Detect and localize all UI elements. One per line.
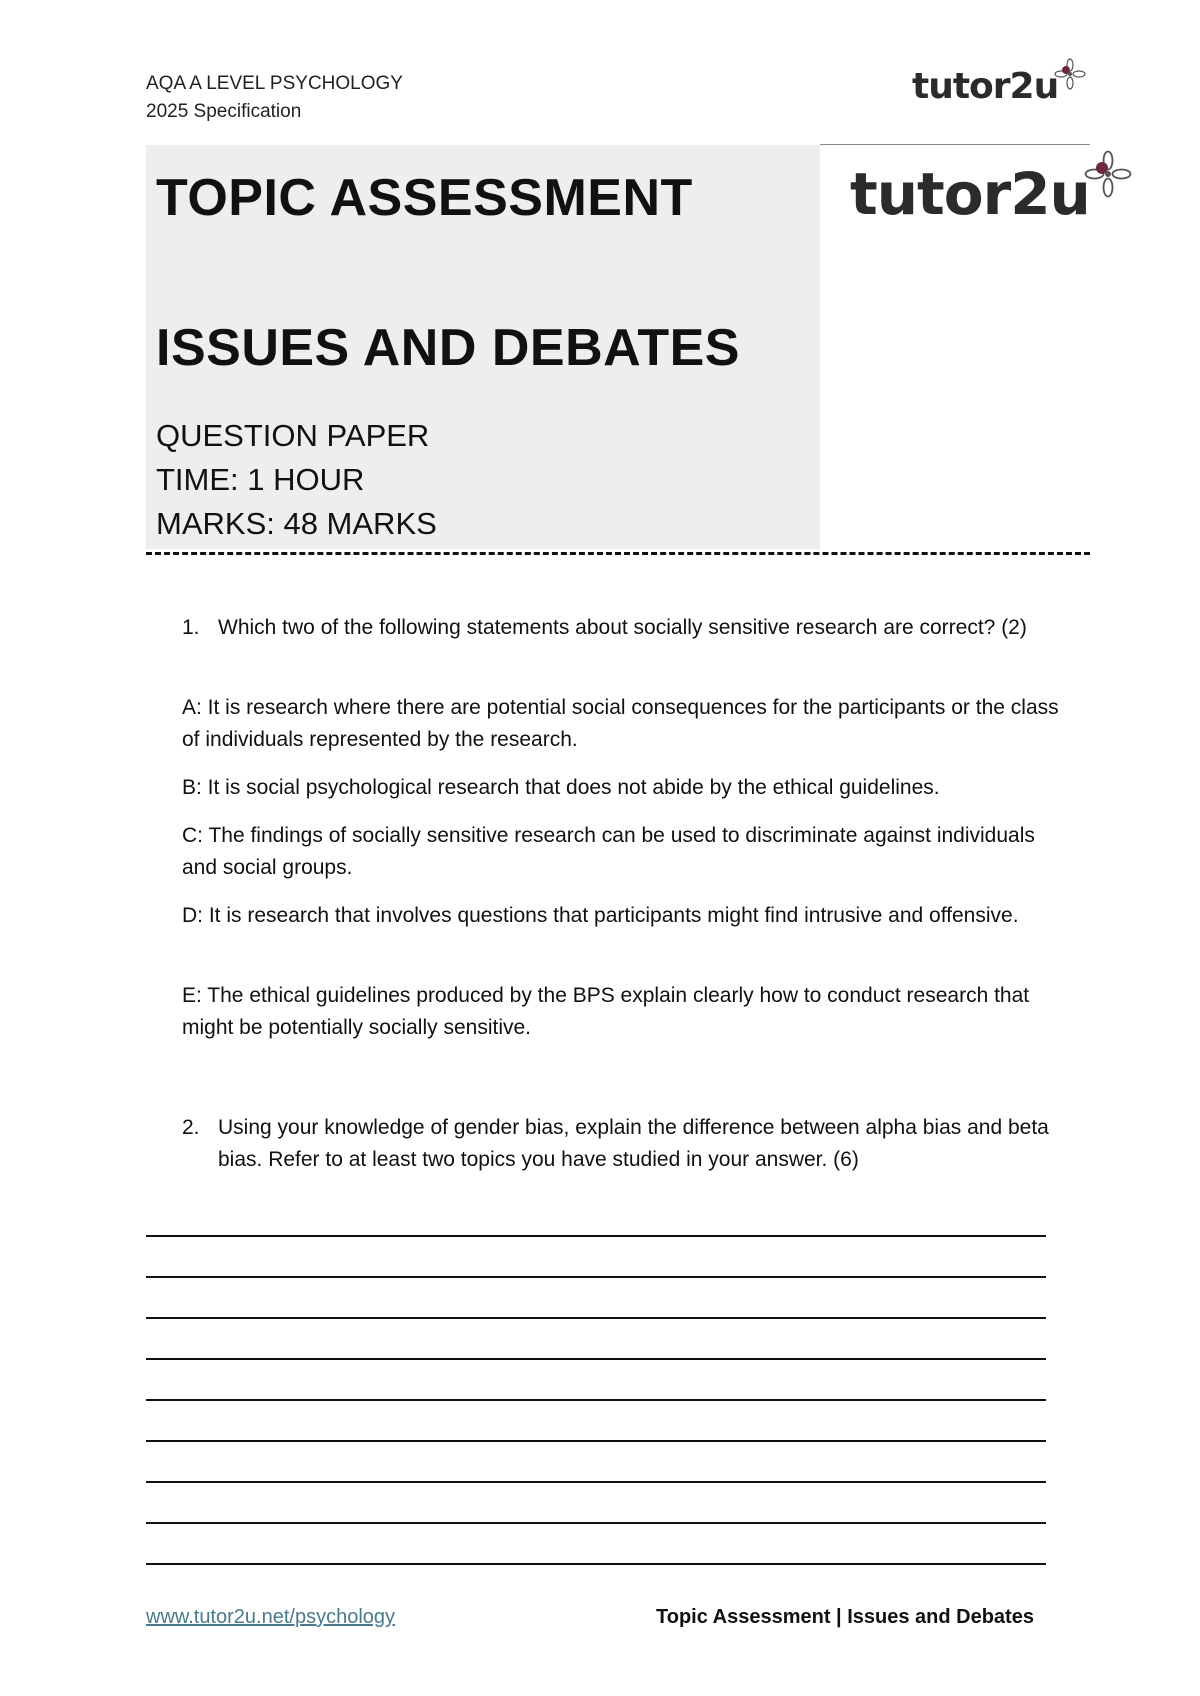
answer-line[interactable] [146,1401,1046,1442]
option-c: C: The findings of socially sensitive research can be used to discriminate against individuals and social groups. [182,824,1035,879]
answer-line[interactable] [146,1360,1046,1401]
paper-info [156,414,437,546]
option-b: B: It is social psychological research that does not abide by the ethical guidelines. [182,776,940,799]
question-1-text: Which two of the following statements about socially sensitive research are correct? (2) [218,616,1027,639]
answer-line[interactable] [146,1278,1046,1319]
answer-line[interactable] [146,1319,1046,1360]
header-left [146,70,403,126]
page-title: TOPIC ASSESSMENT [156,169,693,227]
answer-line[interactable] [146,1524,1046,1565]
footer-link[interactable]: www.tutor2u.net/psychology [146,1606,396,1628]
option-a: A: It is research where there are potential social consequences for the participants or the class of individuals represented by the research. [182,696,1059,751]
flower-icon-large [1084,150,1132,198]
header-spec-year: 2025 Specification [146,101,302,122]
question-1-number: 1. [182,616,200,639]
answer-line[interactable] [146,1483,1046,1524]
logo-text-large: tutor2u [850,160,1090,228]
question-2-text: Using your knowledge of gender bias, explain the difference between alpha bias and beta bias. Refer to at least two topics you have studied in your answer. (6) [218,1116,1049,1171]
answer-lines[interactable] [146,1196,1046,1565]
logo-text: tutor2u [912,66,1059,107]
option-e: E: The ethical guidelines produced by the BPS explain clearly how to conduct research that might be potentially socially sensitive. [182,984,1030,1039]
paper-type: QUESTION PAPER [156,418,430,453]
header-rule [820,144,1090,145]
option-d: D: It is research that involves questions that participants might find intrusive and offensive. [182,904,1019,927]
paper-time: TIME: 1 HOUR [156,462,365,497]
footer-title: Topic Assessment | Issues and Debates [656,1606,1034,1628]
header-spec-title: AQA A LEVEL PSYCHOLOGY [146,73,403,94]
answer-line[interactable] [146,1442,1046,1483]
question-2-number: 2. [182,1116,200,1139]
dashed-divider [146,552,1090,555]
answer-line[interactable] [146,1237,1046,1278]
paper-marks: MARKS: 48 MARKS [156,506,437,541]
question-2 [182,1112,1062,1176]
title-logo [850,160,1132,228]
page-subtitle: ISSUES AND DEBATES [156,319,740,377]
flower-icon [1054,58,1086,90]
answer-line[interactable] [146,1196,1046,1237]
question-1 [182,612,1062,644]
header-logo [912,66,1086,107]
